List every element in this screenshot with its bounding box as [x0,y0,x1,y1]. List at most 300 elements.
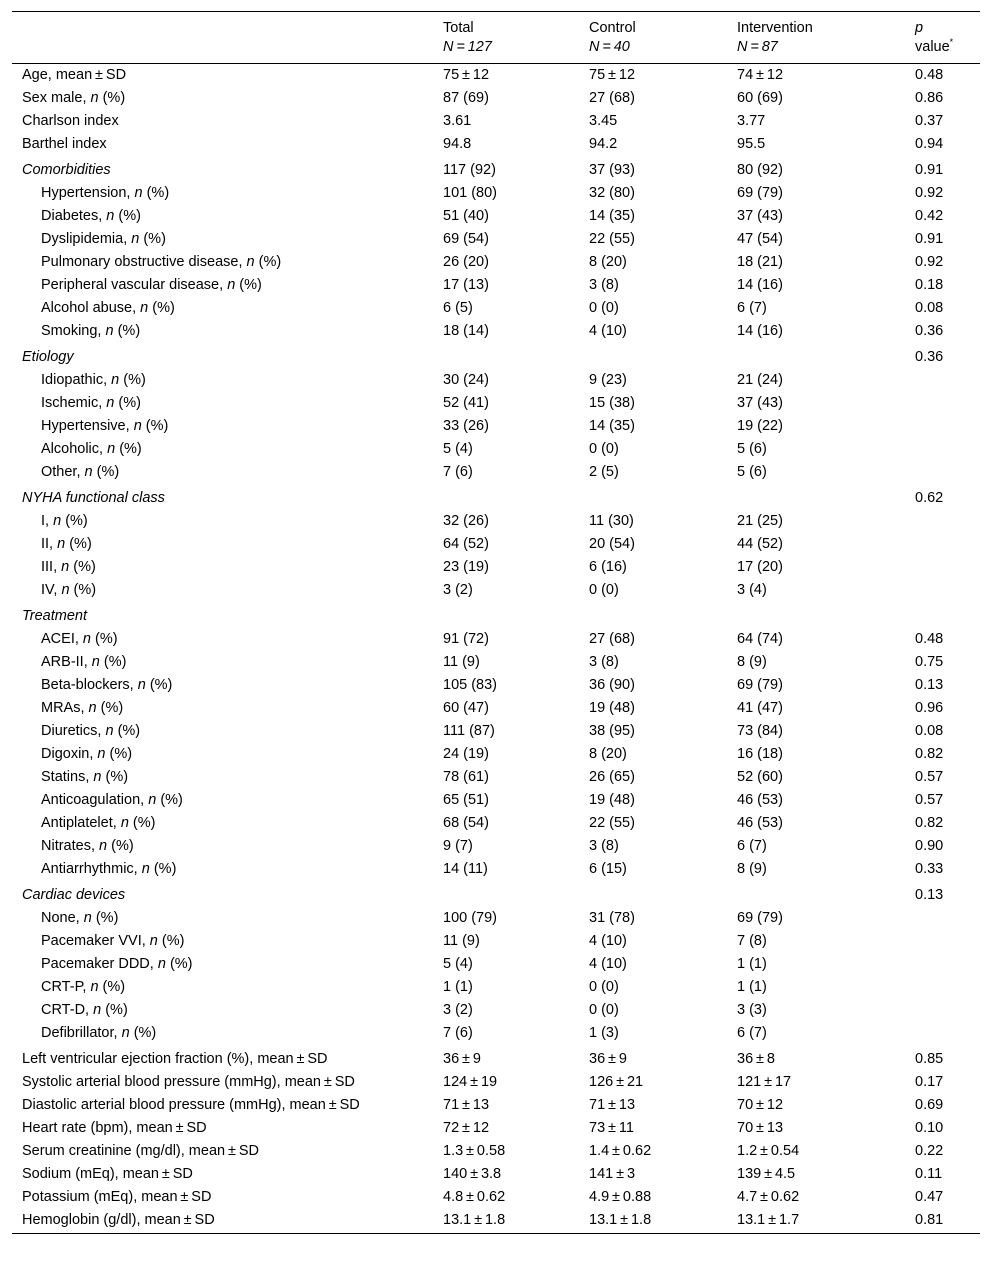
row-label [12,1163,433,1186]
row-label-pre: CRT-D, [41,1002,94,1018]
cell-control: 15 (38) [589,395,635,411]
cell-control: 3 (8) [589,838,619,854]
row-label-pre: Dyslipidemia, [41,231,132,247]
cell-total: 3 (2) [443,582,473,598]
row-label-pre: CRT-P, [41,979,91,995]
row-label-ital: n [137,677,146,693]
cell-control: 4 (10) [589,956,627,972]
row-label-ital: n [246,254,255,270]
row-label-pre: Heart rate (bpm), mean ± SD [22,1120,207,1136]
cell-total: 1 (1) [443,979,473,995]
table-row [12,1117,980,1140]
cell-intervention: 41 (47) [737,700,783,716]
cell-intervention: 1.2 ± 0.54 [737,1143,800,1159]
row-label-pre: Systolic arterial blood pressure (mmHg), mean ± SD [22,1074,355,1090]
cell-intervention: 6 (7) [737,838,767,854]
cell-control: 141 ± 3 [589,1166,636,1182]
row-label-pre: Peripheral vascular disease, [41,277,228,293]
cell-p-value [905,461,980,484]
row-label [12,1209,433,1234]
table-row [12,697,980,720]
cell-control: 14 (35) [589,208,635,224]
cell-total [433,881,579,907]
cell-p-value [905,392,980,415]
row-label [12,415,433,438]
cell-total: 32 (26) [443,513,489,529]
cell-control: 22 (55) [589,231,635,247]
table-row [12,881,980,907]
row-label-post: (%) [128,815,156,831]
cell-intervention: 69 (79) [737,910,783,926]
cell-total: 69 (54) [443,231,489,247]
row-label-ital: n [61,582,70,598]
header-variable [12,12,433,64]
cell-intervention: 5 (6) [737,464,767,480]
row-label-post: (%) [105,746,133,762]
cell-p-value [905,930,980,953]
row-label [12,881,433,907]
cell-p-value: 0.57 [915,769,944,785]
cell-intervention: 70 ± 12 [737,1097,784,1113]
row-label [12,697,433,720]
cell-control: 1 (3) [589,1025,619,1041]
cell-p-value [905,415,980,438]
cell-control: 19 (48) [589,792,635,808]
cell-intervention: 18 (21) [737,254,783,270]
table-row [12,999,980,1022]
cell-control: 13.1 ± 1.8 [589,1212,652,1228]
cell-intervention: 80 (92) [737,162,783,178]
row-label [12,651,433,674]
cell-total: 100 (79) [443,910,498,926]
cell-total: 5 (4) [443,956,473,972]
cell-total: 78 (61) [443,769,489,785]
cell-p-value: 0.86 [915,90,944,106]
cell-control: 75 ± 12 [589,67,636,83]
cell-intervention: 69 (79) [737,185,783,201]
cell-total: 11 (9) [443,933,480,949]
header-p-label: p [915,20,924,36]
row-label [12,930,433,953]
cell-p-value [905,556,980,579]
cell-p-value: 0.33 [915,861,944,877]
row-label-post: (%) [235,277,262,293]
cell-intervention [727,602,905,628]
cell-control: 0 (0) [589,1002,619,1018]
row-label [12,343,433,369]
table-row [12,1140,980,1163]
cell-p-value: 0.90 [915,838,944,854]
table-row [12,1045,980,1071]
row-label [12,674,433,697]
row-label [12,274,433,297]
cell-control: 3.45 [589,113,618,129]
cell-total: 64 (52) [443,536,489,552]
row-label [12,1186,433,1209]
row-label [12,812,433,835]
cell-control: 73 ± 11 [589,1120,634,1136]
cell-total: 72 ± 12 [443,1120,490,1136]
row-label-post: (%) [156,792,183,808]
row-label-pre: Diabetes, [41,208,107,224]
row-label [12,87,433,110]
cell-total: 87 (69) [443,90,489,106]
cell-total: 6 (5) [443,300,473,316]
row-label [12,953,433,976]
row-label-ital: NYHA functional class [22,490,165,506]
table-row [12,579,980,602]
row-label [12,484,433,510]
table-row [12,930,980,953]
row-label [12,720,433,743]
row-label-ital: n [120,815,129,831]
cell-total: 3 (2) [443,1002,473,1018]
table-row [12,556,980,579]
table-row [12,110,980,133]
header-control-n: N = 40 [589,39,630,55]
cell-p-value: 0.82 [915,815,944,831]
table-row [12,766,980,789]
table-row [12,628,980,651]
cell-total: 11 (9) [443,654,480,670]
row-label [12,133,433,156]
row-label [12,1022,433,1045]
cell-control: 0 (0) [589,979,619,995]
cell-control: 32 (80) [589,185,635,201]
row-label-post: (%) [119,372,146,388]
table-row [12,64,980,88]
cell-total: 13.1 ± 1.8 [443,1212,506,1228]
row-label-ital: n [140,300,149,316]
table-row [12,87,980,110]
row-label-pre: Defibrillator, [41,1025,122,1041]
cell-total: 60 (47) [443,700,489,716]
row-label-pre: Left ventricular ejection fraction (%), mean ± SD [22,1051,328,1067]
row-label-post: (%) [142,185,170,201]
cell-p-value: 0.69 [915,1097,944,1113]
row-label-pre: ARB-II, [41,654,92,670]
cell-p-value: 0.92 [915,254,944,270]
cell-intervention [727,343,905,369]
cell-control: 94.2 [589,136,618,152]
row-label-ital: Comorbidities [22,162,111,178]
cell-total: 71 ± 13 [443,1097,490,1113]
row-label-pre: Nitrates, [41,838,100,854]
cell-p-value: 0.47 [915,1189,944,1205]
cell-intervention: 14 (16) [737,323,783,339]
cell-control: 36 ± 9 [589,1051,627,1067]
table-row [12,156,980,182]
header-p-value [905,12,980,64]
cell-p-value [905,907,980,930]
cell-p-value: 0.13 [915,887,944,903]
row-label [12,835,433,858]
row-label-post: (%) [98,90,126,106]
header-total-label: Total [443,20,474,36]
row-label-ital: n [149,933,158,949]
cell-total: 18 (14) [443,323,489,339]
row-label [12,320,433,343]
row-label-ital: n [105,723,114,739]
table-row [12,720,980,743]
table-row [12,1186,980,1209]
cell-intervention: 5 (6) [737,441,767,457]
row-label [12,461,433,484]
cell-p-value: 0.75 [915,654,944,670]
row-label-pre: ACEI, [41,631,83,647]
header-value-line [915,38,980,57]
cell-control: 4 (10) [589,933,627,949]
table-row [12,812,980,835]
row-label [12,392,433,415]
row-label-post: (%) [114,208,141,224]
table-header-row [12,12,980,64]
cell-total: 23 (19) [443,559,489,575]
cell-intervention: 60 (69) [737,90,783,106]
cell-intervention: 17 (20) [737,559,783,575]
cell-total [433,343,579,369]
cell-total: 65 (51) [443,792,489,808]
row-label [12,510,433,533]
row-label-post: (%) [141,418,169,434]
cell-p-value: 0.36 [915,349,944,365]
cell-p-value [905,999,980,1022]
cell-intervention [727,881,905,907]
cell-intervention: 121 ± 17 [737,1074,792,1090]
baseline-characteristics-table [12,11,980,1234]
row-label [12,297,433,320]
cell-intervention: 69 (79) [737,677,783,693]
table-row [12,133,980,156]
cell-control: 4 (10) [589,323,627,339]
cell-intervention: 3 (4) [737,582,767,598]
table-row [12,297,980,320]
cell-total: 1.3 ± 0.58 [443,1143,506,1159]
row-label [12,438,433,461]
cell-intervention: 64 (74) [737,631,783,647]
cell-control: 3 (8) [589,277,619,293]
row-label [12,1117,433,1140]
row-label-pre: Alcohol abuse, [41,300,141,316]
row-label-post: (%) [254,254,282,270]
row-label-ital: n [57,536,66,552]
row-label-post: (%) [90,631,118,647]
row-label [12,182,433,205]
header-intervention-label: Intervention [737,20,813,36]
cell-control: 36 (90) [589,677,635,693]
cell-control [579,484,727,510]
cell-total: 51 (40) [443,208,489,224]
row-label [12,110,433,133]
row-label-post: (%) [115,441,142,457]
header-control [579,12,727,64]
row-label-ital: n [107,441,116,457]
row-label [12,766,433,789]
table-row [12,392,980,415]
cell-control: 126 ± 21 [589,1074,644,1090]
row-label-pre: Anticoagulation, [41,792,149,808]
cell-p-value [905,579,980,602]
cell-p-value [905,533,980,556]
row-label [12,976,433,999]
row-label-pre: I, [41,513,54,529]
row-label-pre: Hemoglobin (g/dl), mean ± SD [22,1212,215,1228]
cell-intervention: 95.5 [737,136,766,152]
row-label-ital: n [99,838,108,854]
cell-total: 68 (54) [443,815,489,831]
row-label-post: (%) [61,513,88,529]
row-label-post: (%) [92,464,120,480]
row-label-pre: IV, [41,582,62,598]
cell-intervention: 8 (9) [737,654,767,670]
cell-total: 36 ± 9 [443,1051,481,1067]
cell-p-value: 0.91 [915,231,944,247]
cell-p-value [905,510,980,533]
cell-total: 94.8 [443,136,472,152]
row-label-pre: Diastolic arterial blood pressure (mmHg), mean ± SD [22,1097,360,1113]
cell-total: 26 (20) [443,254,489,270]
row-label-ital: n [91,654,100,670]
row-label-pre: III, [41,559,62,575]
row-label-post: (%) [148,300,175,316]
cell-p-value: 0.11 [915,1166,943,1182]
row-label-pre: Smoking, [41,323,106,339]
cell-total [433,484,579,510]
header-intervention-n: N = 87 [737,39,778,55]
cell-p-value: 0.17 [915,1074,944,1090]
row-label-pre: Ischemic, [41,395,107,411]
row-label-post: (%) [114,395,141,411]
row-label-ital: n [90,90,99,106]
cell-intervention: 4.7 ± 0.62 [737,1189,800,1205]
table-row [12,651,980,674]
cell-total: 75 ± 12 [443,67,490,83]
table-row [12,484,980,510]
row-label [12,1071,433,1094]
row-label [12,999,433,1022]
cell-control: 3 (8) [589,654,619,670]
cell-intervention: 6 (7) [737,300,767,316]
table-row [12,789,980,812]
cell-total: 17 (13) [443,277,489,293]
row-label-ital: Treatment [22,608,88,624]
row-label-post: (%) [98,979,126,995]
cell-p-value: 0.48 [915,631,944,647]
row-label [12,369,433,392]
cell-intervention: 14 (16) [737,277,783,293]
cell-p-value [905,369,980,392]
cell-intervention: 21 (25) [737,513,783,529]
cell-control [579,602,727,628]
row-label [12,251,433,274]
cell-control: 31 (78) [589,910,635,926]
cell-p-value: 0.18 [915,277,944,293]
row-label-ital: n [83,910,92,926]
table-row [12,602,980,628]
cell-control: 4.9 ± 0.88 [589,1189,652,1205]
row-label-pre: Charlson index [22,113,119,129]
cell-p-value: 0.36 [915,323,944,339]
row-label [12,64,433,88]
cell-p-value: 0.08 [915,300,944,316]
row-label-pre: Statins, [41,769,94,785]
cell-intervention: 19 (22) [737,418,783,434]
row-label-post: (%) [107,838,134,854]
cell-intervention: 1 (1) [737,956,767,972]
row-label-pre: Antiarrhythmic, [41,861,142,877]
cell-intervention: 37 (43) [737,208,783,224]
row-label-pre: Pulmonary obstructive disease, [41,254,247,270]
cell-control: 0 (0) [589,441,619,457]
cell-control: 6 (16) [589,559,627,575]
cell-total: 9 (7) [443,838,473,854]
row-label-post: (%) [69,559,96,575]
table-row [12,743,980,766]
cell-intervention: 74 ± 12 [737,67,784,83]
row-label [12,205,433,228]
cell-intervention: 3 (3) [737,1002,767,1018]
cell-intervention: 139 ± 4.5 [737,1166,796,1182]
table-row [12,343,980,369]
table-row [12,510,980,533]
row-label-pre: Antiplatelet, [41,815,121,831]
row-label-ital: n [88,700,97,716]
row-label-post: (%) [101,769,129,785]
cell-intervention: 6 (7) [737,1025,767,1041]
row-label-ital: Cardiac devices [22,887,126,903]
cell-total: 30 (24) [443,372,489,388]
row-label [12,1140,433,1163]
table-row [12,976,980,999]
cell-total: 14 (11) [443,861,488,877]
cell-p-value: 0.82 [915,746,944,762]
cell-p-value [905,602,980,628]
cell-total: 101 (80) [443,185,498,201]
cell-p-value: 0.37 [915,113,944,129]
header-total [433,12,579,64]
cell-control: 0 (0) [589,300,619,316]
row-label-pre: None, [41,910,84,926]
header-intervention [727,12,905,64]
row-label-ital: n [157,956,166,972]
row-label [12,628,433,651]
cell-intervention: 46 (53) [737,792,783,808]
cell-p-value [905,1022,980,1045]
row-label-post: (%) [139,231,166,247]
row-label-post: (%) [145,677,173,693]
cell-control: 8 (20) [589,746,627,762]
row-label-pre: Serum creatinine (mg/dl), mean ± SD [22,1143,259,1159]
row-label-ital: n [93,769,102,785]
row-label-pre: Hypertension, [41,185,135,201]
cell-total: 24 (19) [443,746,489,762]
cell-control: 22 (55) [589,815,635,831]
cell-control: 2 (5) [589,464,619,480]
cell-control: 9 (23) [589,372,627,388]
cell-total: 140 ± 3.8 [443,1166,502,1182]
table-row [12,674,980,697]
row-label-ital: n [133,418,142,434]
row-label-post: (%) [149,861,177,877]
table-row [12,858,980,881]
row-label [12,228,433,251]
baseline-characteristics-table-container [12,11,980,1234]
row-label [12,1045,433,1071]
cell-p-value [905,976,980,999]
row-label-ital: n [82,631,91,647]
row-label-post: (%) [91,910,119,926]
table-row [12,415,980,438]
